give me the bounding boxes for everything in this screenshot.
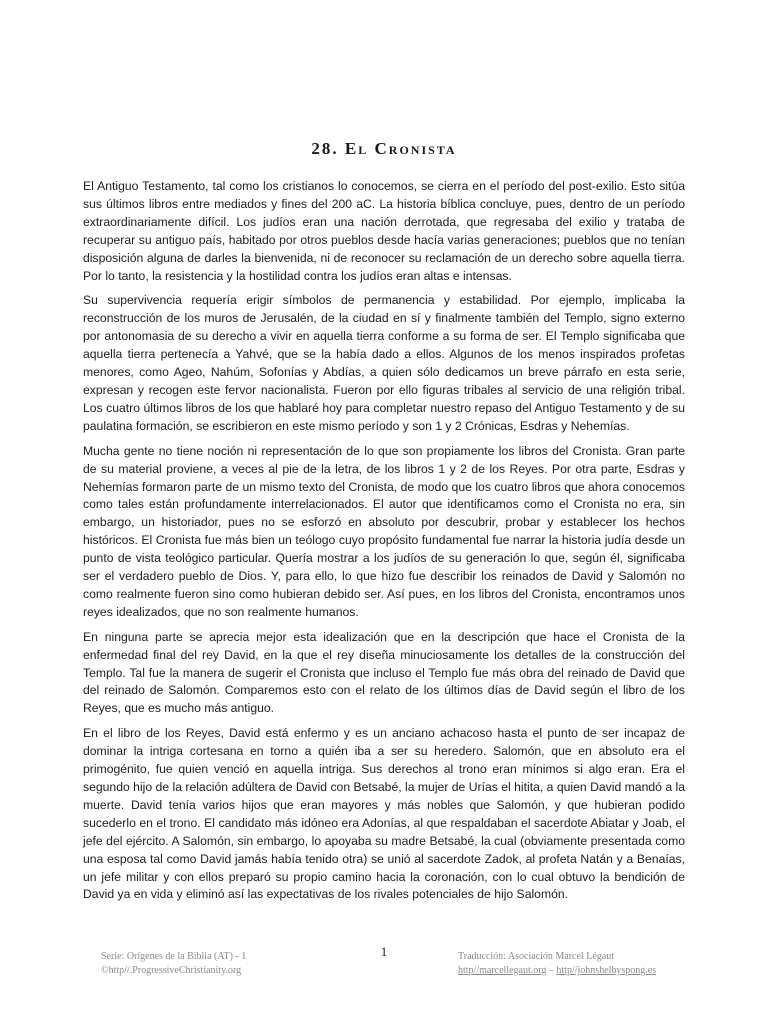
footer-series: Serie: Orígenes de la Biblia (AT) - 1 bbox=[101, 951, 247, 962]
paragraph: El Antiguo Testamento, tal como los cristianos lo conocemos, se cierra en el período del post-exilio. Esto sitúa sus últimos libros entre mediados y fines del 200 aC. La historia bíblica concluye, pues, dentro de un período extraordinariamente difícil. Los judíos eran una nación derrotada, que regresaba del exilio y trataba de recuperar su antiguo país, habitado por otros pueblos desde hacía varias generaciones; pueblos que no tenían disposición alguna de darles la bienvenida, ni de reconocer su reclamación de un derecho sobre aquella tierra. Por lo tanto, la resistencia y la hostilidad contra los judíos eran altas e intensas. bbox=[83, 179, 685, 283]
chapter-number: 28. bbox=[311, 139, 339, 159]
footer-link-separator: – bbox=[546, 965, 557, 976]
paragraph: Su supervivencia requería erigir símbolos de permanencia y estabilidad. Por ejemplo, implicaba la reconstrucción de los muros de Jerusalén, de la ciudad en sí y finalmente también del Templo, signo externo por antonomasia de su derecho a vivir en aquella tierra conforme a su forma de ser. El Templo significaba que aquella tierra pertenecía a Yahvé, que se la había dado a ellos. Algunos de los menos inspirados profetas menores, como Ageo, Nahúm, Sofonías y Abdías, a quien sólo dedicamos un breve párrafo en esta serie, expresan y recogen este fervor nacionalista. Fueron por ello figuras tribales al servicio de una religión tribal. Los cuatro últimos libros de los que hablaré hoy para completar nuestro repaso del Antiguo Testamento y de su paulatina formación, se escribieron en este mismo período y son 1 y 2 Crónicas, Esdras y Nehemías. bbox=[83, 293, 685, 433]
paragraph: En el libro de los Reyes, David está enfermo y es un anciano achacoso hasta el punto de ser incapaz de dominar la intriga cortesana en torno a quién iba a ser su heredero. Salomón, que en absoluto era el primogénito, fue quien venció en aquella intriga. Sus derechos al trono eran mínimos si algo eran. Era el segundo hijo de la relación adúltera de David con Betsabé, la mujer de Urías el hitita, a quien David mandó a la muerte. David tenía varios hijos que eran mayores y más nobles que Salomón, y que hubieran podido sucederlo en el trono. El candidato más idóneo era Adonías, al que respaldaban el sacerdote Abiatar y Joab, el jefe del ejército. A Salomón, sin embargo, lo apoyaba su madre Betsabé, la cual (obviamente presentada como una esposa tal como David jamás había tenido otra) se unió al sacerdote Zadok, al profeta Natán y a Benaías, un jefe militar y con ellos preparó su propio camino hacia la coronación, con lo cual obtuvo la bendición de David ya en vida y eliminó así las expectativas de los rivales potenciales de hijo Salomón. bbox=[83, 726, 685, 902]
chapter-name: El Cronista bbox=[344, 139, 457, 159]
marcellegaut-link[interactable]: http//marcellegaut.org bbox=[458, 965, 547, 976]
chapter-title bbox=[0, 139, 768, 159]
footer-copyright: ©http//.ProgressiveChristianity.org bbox=[101, 965, 242, 976]
paragraph: Mucha gente no tiene noción ni representación de lo que son propiamente los libros del Cronista. Gran parte de su material proviene, a veces al pie de la letra, de los libros 1 y 2 de los Reyes. Por otra parte, Esdras y Nehemías formaron parte de un mismo texto del Cronista, de modo que los cuatro libros que ahora conocemos como tales están profundamente interrelacionados. El autor que identificamos como el Cronista no era, sin embargo, un historiador, pues no se esforzó en absoluto por descubrir, probar y establecer los hechos históricos. El Cronista fue más bien un teólogo cuyo propósito fundamental fue narrar la historia judía desde un punto de vista teológico particular. Quería mostrar a los judíos de su generación lo que, según él, significaba ser el verdadero pueblo de Dios. Y, para ello, lo que hizo fue describir los reinados de David y Salomón no como realmente fueron sino como hubieran debido ser. Así pues, en los libros del Cronista, encontramos unos reyes idealizados, que no son realmente humanos. bbox=[83, 443, 685, 619]
body-text bbox=[83, 178, 685, 911]
paragraph: En ninguna parte se aprecia mejor esta idealización que en la descripción que hace el Cronista de la enfermedad final del rey David, en la que el rey diseña minuciosamente los detalles de la construcción del Templo. Tal fue la manera de sugerir el Cronista que incluso el Templo fue más obra del reinado de David que del reinado de Salomón. Comparemos esto con el relato de los últimos días de David según el libro de los Reyes, que es mucho más antiguo. bbox=[83, 629, 685, 716]
footer-links bbox=[458, 964, 656, 978]
page-number: 1 bbox=[380, 944, 388, 959]
footer-translation: Traducción: Asociación Marcel Légaut bbox=[458, 951, 614, 962]
footer-right bbox=[458, 950, 656, 978]
johnshelbyspong-link[interactable]: http//johnshelbyspong.es bbox=[556, 965, 657, 976]
